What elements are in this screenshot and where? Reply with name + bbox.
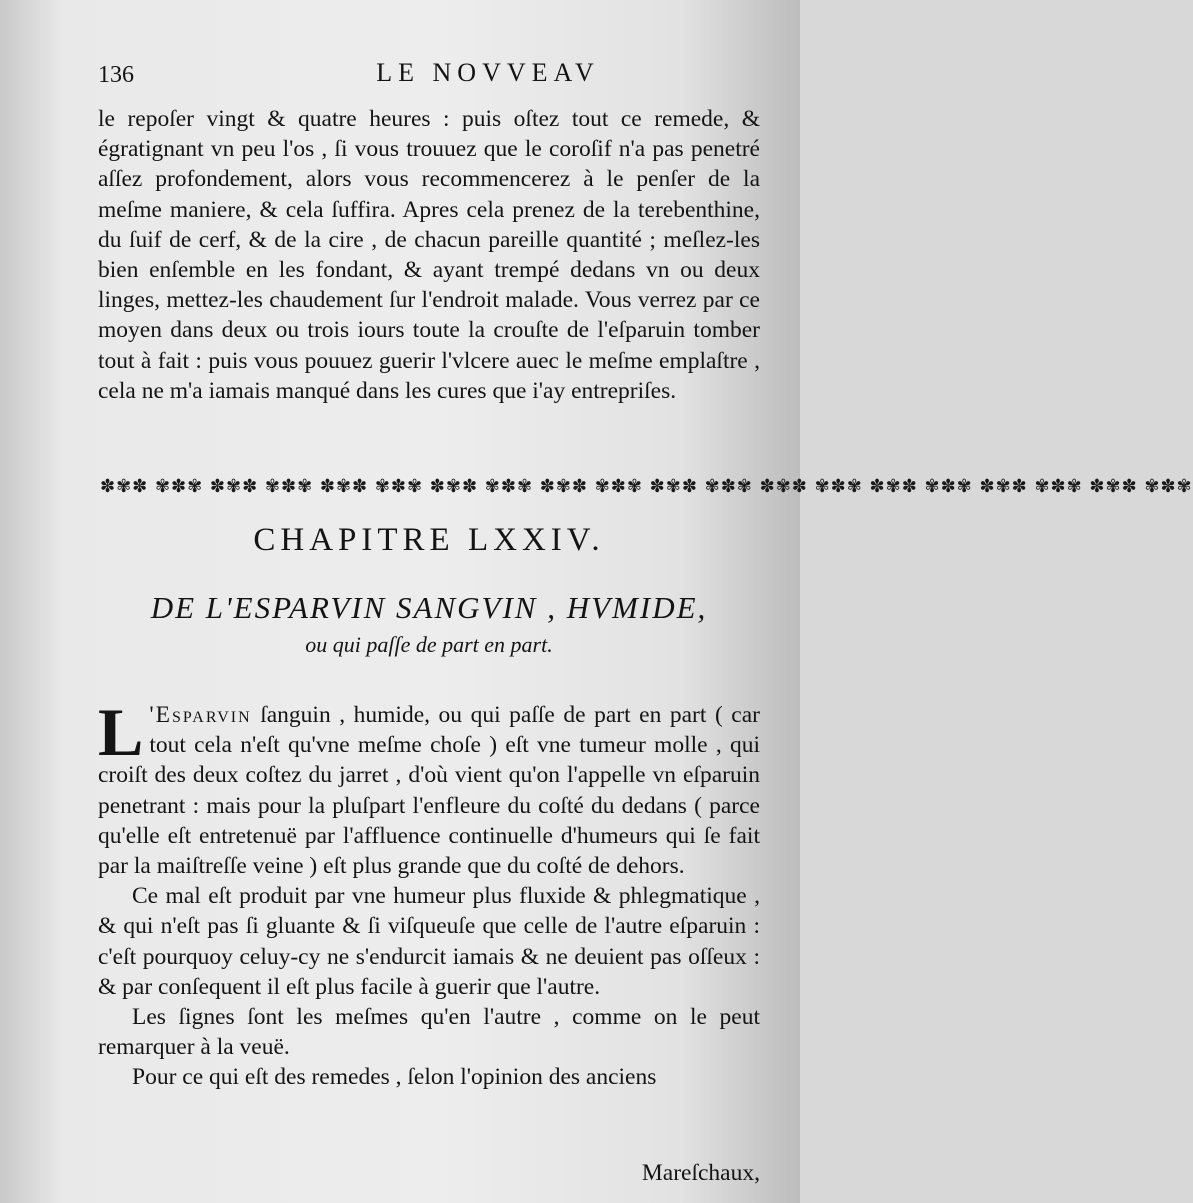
ornament-divider: ✽✾✽ ✾✽✾ ✽✾✽ ✾✽✾ ✽✾✽ ✾✽✾ ✽✾✽ ✾✽✾ ✽✾✽ ✾✽✾ ✽✾✽ ✾✽✾ ✽✾✽ ✾✽✾ ✽✾✽ ✾✽✾ ✽✾✽ ✾✽✾ ✽✾✽ ✾✽✾ xyxy=(100,476,1193,497)
chapter-subtitle: ou qui paſſe de part en part. xyxy=(305,632,553,657)
first-paragraph xyxy=(98,694,760,881)
second-paragraph: Ce mal eſt produit par vne humeur plus fluxide & phlegmatique , & qui n'eſt pas ſi gluante & ſi viſqueuſe que celle de l'autre eſparuin : c'eſt pourquoy celuy-cy ne s'endurcit iamais & ne deuient pas oſſeux : & par conſequent il eſt plus facile à guerir que l'autre. xyxy=(98,883,760,1000)
chapter-heading: CHAPITRE LXXIV. xyxy=(253,522,605,558)
running-head: LE NOVVEAV xyxy=(376,58,600,87)
drop-cap: L xyxy=(98,694,144,770)
top-paragraph-block xyxy=(98,104,760,406)
top-paragraph: le repoſer vingt & quatre heures : puis oſtez tout ce remede, & égratignant vn peu l'os , ſi vous trouuez que le coroſif n'a pas penetré aſſez profondement, alors vous recommencerez à le penſer de la meſme maniere, & cela ſuffira. Apres cela prenez de la terebenthine, du ſuif de cerf, & de la cire , de chacun pareille quantité ; meſlez-les bien enſemble en les fondant, & ayant trempé dedans vn ou deux linges, mettez-les chaudement ſur l'endroit malade. Vous verrez par ce moyen dans deux ou trois iours toute la crouſte de l'eſparuin tomber tout à fait : puis vous pouuez guerir l'vlcere auec le meſme emplaſtre , cela ne m'a iamais manqué dans les cures que i'ay entrepriſes. xyxy=(98,106,760,404)
page-number: 136 xyxy=(98,62,134,88)
page-header xyxy=(98,58,760,94)
first-paragraph-text: ſanguin , humide, ou qui paſſe de part en part ( car tout cela n'eſt qu'vne meſme choſe ) eſt vne tumeur molle , qui croiſt des deux coſtez du jarret , d'où vient qu'on l'appelle vn eſparuin penetrant : mais pour la pluſpart l'enfleure du coſté du dedans ( parce qu'elle eſt entretenuë par l'affluence continuelle d'humeurs qui ſe fait par la maiſtreſſe veine ) eſt plus grande que du coſté de dehors. xyxy=(98,702,760,880)
chapter-title: DE L'ESPARVIN SANGVIN , HVMIDE, xyxy=(150,590,708,625)
main-text-block xyxy=(98,694,760,1093)
catchword: Mareſchaux, xyxy=(641,1160,760,1186)
fourth-paragraph: Pour ce qui eſt des remedes , ſelon l'opinion des anciens xyxy=(132,1064,657,1091)
third-paragraph: Les ſignes ſont les meſmes qu'en l'autre , comme on le peut remarquer à la veuë. xyxy=(98,1004,760,1061)
lead-word: 'Esparvin xyxy=(149,702,252,728)
